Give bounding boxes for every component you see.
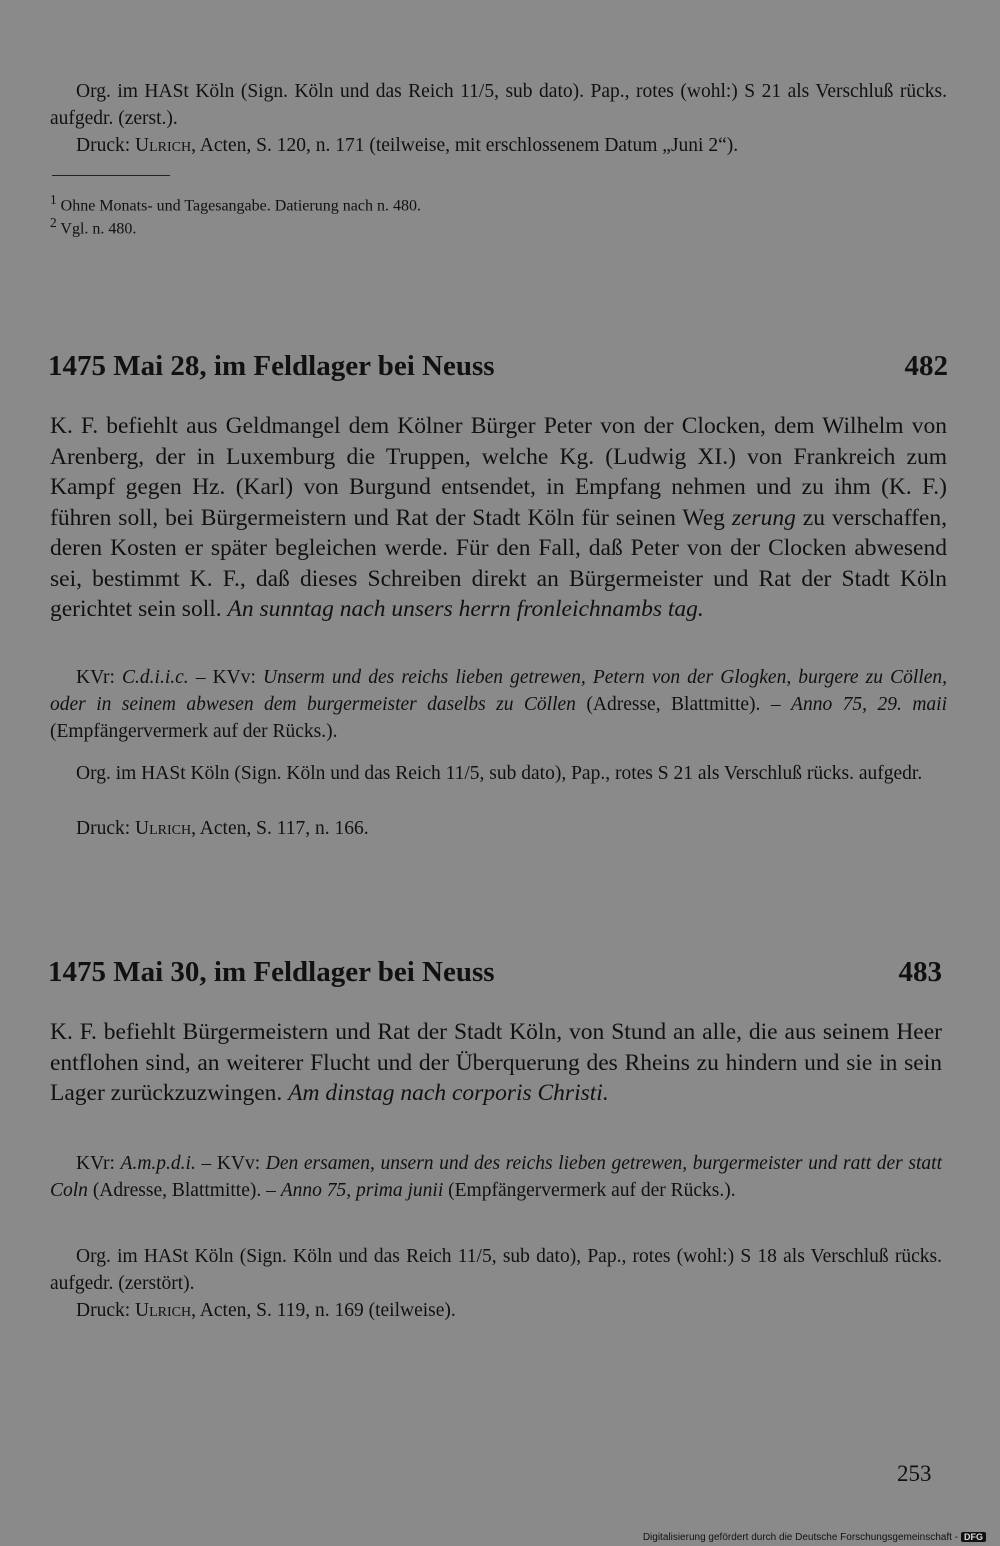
footnote-2: $^2$ Vgl. n. 480. (50, 215, 137, 238)
entry-483-number: 483 (898, 956, 942, 988)
entry-482-druck: Druck: Ulrich, Acten, S. 117, n. 166. (76, 818, 369, 839)
entry-482-heading (48, 348, 948, 384)
entry-483-heading (48, 954, 948, 990)
dfg-logo: DFG (961, 1532, 986, 1542)
footnote-1: $^1$ Ohne Monats- und Tagesangabe. Datierung nach n. 480. (50, 192, 421, 215)
entry-483-druck: Druck: Ulrich, Acten, S. 119, n. 169 (teilweise). (76, 1300, 456, 1321)
entry-482-title: 1475 Mai 28, im Feldlager bei Neuss (48, 350, 495, 382)
entry-482-org: Org. im HASt Köln (Sign. Köln und das Reich 11/5, sub dato), Pap., rotes S 21 als Verschluß rücks. aufgedr. (76, 763, 923, 784)
footer-text: Digitalisierung gefördert durch die Deutsche Forschungsgemeinschaft - (642, 1532, 958, 1543)
page-number: 253 (897, 1461, 932, 1486)
entry-483-title: 1475 Mai 30, im Feldlager bei Neuss (48, 956, 495, 988)
entry-483-regest: K. F. befiehlt Bürgermeistern und Rat der Stadt Köln, von Stund an alle, die aus seinem Heer entflohen sind, an weiterer Flucht und der Überquerung des Rheins zu hindern und sie in sein Lager zurückzuzwingen. Am dinstag nach corporis Christi. (50, 1019, 942, 1106)
entry-482-kanzleivermerk: KVr: C.d.i.i.c. – KVv: Unserm und des reichs lieben getrewen, Petern von der Glogken, burgere zu Cöllen, oder in seinem abwesen dem burgermeister daselbs zu Cöllen (Adresse, Blattmitte). – Anno 75, 29. maii (Empfängervermerk auf der Rücks.). (50, 667, 947, 742)
top-org-note: Org. im HASt Köln (Sign. Köln und das Reich 11/5, sub dato). Pap., rotes (wohl:) S 21 als Verschluß rücks. aufgedr. (zerst.). (50, 81, 947, 129)
entry-483-org: Org. im HASt Köln (Sign. Köln und das Reich 11/5, sub dato), Pap., rotes (wohl:) S 18 als Verschluß rücks. aufgedr. (zerstört). (50, 1246, 942, 1294)
footnote-rule (52, 175, 170, 176)
entry-482-number: 482 (904, 350, 948, 382)
entry-482-regest: K. F. befiehlt aus Geldmangel dem Kölner Bürger Peter von der Clocken, dem Wilhelm von Arenberg, der in Luxemburg die Truppen, welche Kg. (Ludwig XI.) von Frankreich zum Kampf gegen Hz. (Karl) von Burgund entsendet, in Empfang nehmen und zu ihm (K. F.) führen soll, bei Bürgermeistern und Rat der Stadt Köln für seinen Weg zerung zu verschaffen, deren Kosten er später begleichen werde. Für den Fall, daß Peter von der Clocken abwesend sei, bestimmt K. F., daß dieses Schreiben direkt an Bürgermeister und Rat der Stadt Köln gerichtet sein soll. An sunntag nach unsers herrn fronleichnambs tag. (50, 413, 947, 622)
entry-483-kanzleivermerk: KVr: A.m.p.d.i. – KVv: Den ersamen, unsern und des reichs lieben getrewen, burgermeister und ratt der statt Coln (Adresse, Blattmitte). – Anno 75, prima junii (Empfängervermerk auf der Rücks.). (50, 1153, 942, 1201)
top-druck-note: Druck: Ulrich, Acten, S. 120, n. 171 (teilweise, mit erschlossenem Datum „Juni 2“). (76, 135, 739, 156)
dfg-footer (643, 1532, 986, 1543)
